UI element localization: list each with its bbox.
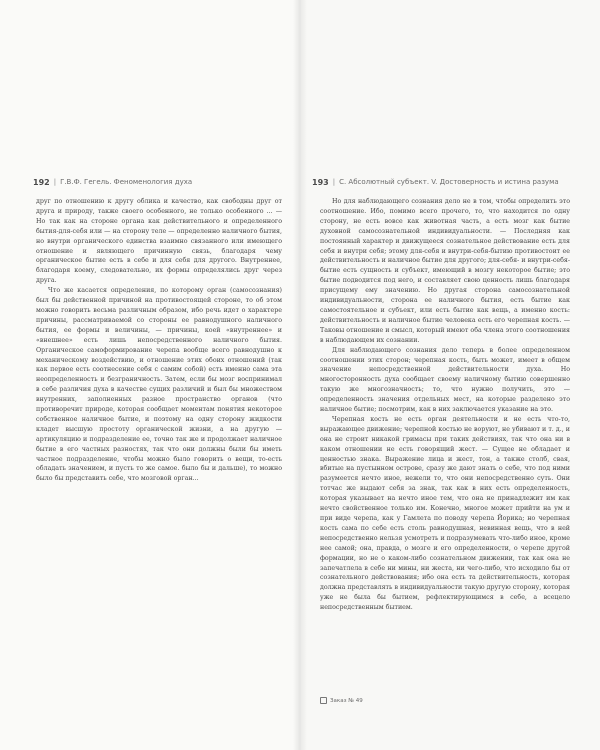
right-paragraph-2: Для наблюдающего сознания дело теперь в более определенном соотношении этих сторон; черепная кость, быть может, имеет в общем значение непосредственной действительности духа. Но многосторонность духа сообщает своему наличному бытию совершенно такую же многозначность; то, что нужно получить, это — определенность значения отдельных мест, на которые разделено это наличное бытие; посмотрим, как в них заключается указание на это. bbox=[320, 346, 570, 414]
left-running-head bbox=[33, 176, 192, 188]
left-paragraph-2: Что же касается определения, по которому орган (самосознания) был бы действенной причиной на противостоящей стороне, то об этом можно говорить весьма различным образом, ибо речь идет о характере причины, рассматриваемой со стороны ее равнодушного наличного бытия, ее формы и величины, — причины, коей «внутреннее» и «внешнее» есть лишь непосредственного наличного бытия. Органическое самоформирование черепа вообще всего равнодушно к механическому воздействию, и отношение этих обоих отношений (так как первое есть соотнесение себя с самим собой) есть именно сама эта неопределенность и безграничность. Затем, если бы мозг воспринимал в себе различия духа в качестве сущих различий и был бы множеством внутренних, заполненных разное пространство органов (что противоречит природе, которая сообщает моментам понятия некоторое собственное наличное бытие, и поэтому на одну сторону жидкости кладет высшую простоту органической жизни, а на другую — артикуляцию и подразделение ее, точно так же и продолжает наличное бытие в его частных разностях, так что они должны были бы иметь частное подразделение, чтобы можно было говорить о вещи, то-есть обладать значением, и пусть то же самое. было бы и дальше), то можно было бы представить себе, что мозговой орган... bbox=[36, 287, 282, 483]
book-gutter-shadow bbox=[293, 0, 307, 750]
footnote-text: Заказ № 49 bbox=[330, 697, 363, 704]
left-header-title: Г.В.Ф. Гегель. Феноменология духа bbox=[60, 178, 193, 186]
right-header-title: С. Абсолютный субъект. V. Достоверность и истина разума bbox=[339, 178, 559, 186]
left-page-number: 192 bbox=[33, 177, 50, 187]
right-text-column bbox=[320, 197, 570, 613]
left-paragraph-1: друг по отношению к другу облика и качество, как свободны друг от друга и природу, также своего особенного, не только особенного ... — Но так как на стороне органа как действительного и определенного бытия-для-себя или — на сторону теле — определенно наличного бытия, но внутри органического единства взаимно связанного или имеющего отношение и являющего причинную связь, благодаря чему органическое бытие есть в себе и для себя для другого. Внутреннее, благодаря коему, следовательно, их формы определялись друг через друга. bbox=[36, 198, 282, 285]
header-separator: | bbox=[332, 178, 336, 186]
right-page-number: 193 bbox=[312, 177, 329, 187]
printer-footnote bbox=[320, 697, 363, 704]
header-separator: | bbox=[53, 178, 57, 186]
footnote-mark-icon bbox=[320, 697, 327, 704]
right-paragraph-3: Черепная кость не есть орган деятельности и не есть что-то, выражающее движение; черепной костью не воруют, не убивают и т. д., и она не строит никакой гримасы при таких действиях, так что она ни в каком отношении не есть говорящий жест. — Сущее не обладает и ценностью знака. Выражение лица и жест, тон, а также столб, свая, вбитые на пустынном острове, сразу же дают знать о себе, что под ними разумеется нечто иное, нежели то, что они непосредственно суть. Они тотчас же выдают себя за знак, так как в них есть определенность, которая указывает на нечто иное тем, что она не принадлежит им как нечто свойственное только им. Конечно, многое может прийти на ум и при виде черепа, как у Гамлета по поводу черепа Йорика; но черепная кость сама по себе есть столь равнодушная, невинная вещь, что в ней непосредственно нельзя усмотреть и подразумевать что-либо иное, кроме нее самой; она, правда, о мозге и его определенности, о черепе другой формации, но не о каком-либо сознательном движении, так как она не запечатлела в себе ни мины, ни жеста, ни чего-либо, что исходило бы от сознательного действования; ибо она есть та действительность, которая должна представлять в индивидуальности такую другую сторону, которая уже не была бы бытием, рефлектирующимся в себе, а всецело непосредственным бытием. bbox=[320, 415, 570, 612]
right-paragraph-1: Но для наблюдающего сознания дело не в том, чтобы определить это соотношение. Ибо, помимо всего прочего, то, что находится по одну сторону, не есть вовсе как животная часть, а есть мозг как бытие духовной самосознательной индивидуальности. — Последняя как постоянный характер и движущееся сознательное действование есть для себя и внутри себя; этому для-себя и внутри-себя-бытию противостоит ее действительность и наличное бытие для другого; для-себя- и внутри-себя-бытие есть сущность и субъект, имеющий в мозгу некоторое бытие; это бытие подводится под него, и составляет свою ценность лишь благодаря присущему ему значению. Но другая сторона самосознательной индивидуальности, сторона ее наличного бытия, есть бытие как самостоятельное и субъект, или есть бытие как вещь, а именно кость: действительность и наличное бытие человека есть его черепная кость. — Таковы отношение и смысл, который имеют оба члена этого соотношения в наблюдающем их сознании. bbox=[320, 198, 570, 344]
left-text-column bbox=[36, 197, 282, 484]
right-running-head bbox=[312, 176, 559, 188]
right-page bbox=[300, 0, 600, 750]
